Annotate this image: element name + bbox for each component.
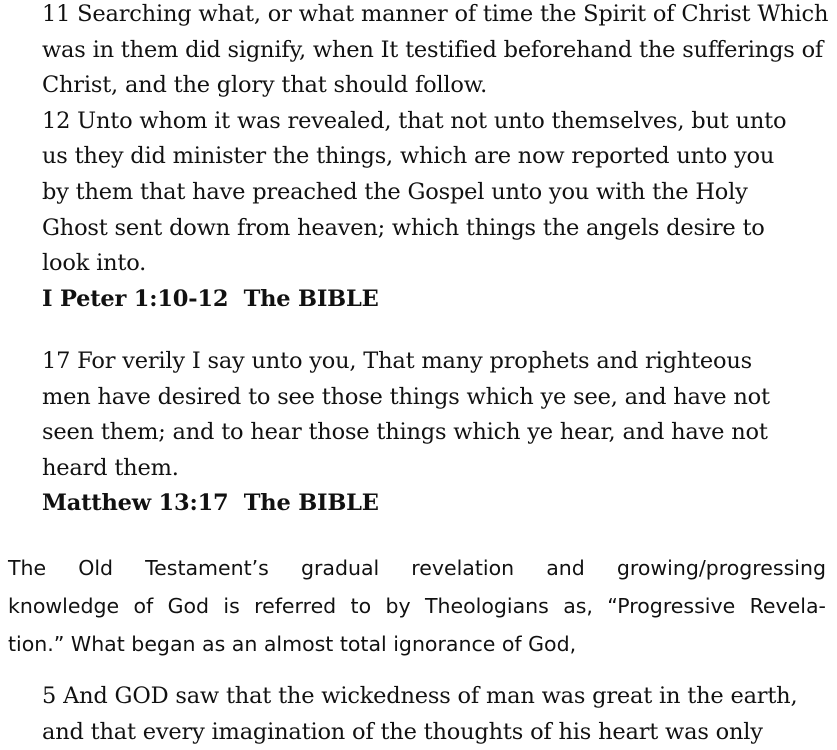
verse-line: by them that have preached the Gospel unto you with the Holy: [42, 178, 748, 205]
word: Theologians: [424, 594, 549, 618]
peter-citation: I Peter 1:10-12 The BIBLE: [42, 285, 379, 312]
verse-line: Ghost sent down from heaven; which things the angels desire to: [42, 214, 765, 241]
word: is: [223, 594, 240, 618]
word: growing/progressing: [616, 556, 826, 580]
word: Revela-: [749, 594, 826, 618]
matthew-passage: [42, 344, 812, 522]
verse-line: look into.: [42, 250, 147, 277]
commentary-line-3: tion.” What began as an almost total ignorance of God,: [8, 632, 577, 656]
commentary-line-1: [8, 549, 826, 587]
verse-line: us they did minister the things, which are now reported unto you: [42, 143, 775, 170]
word: by: [385, 594, 411, 618]
verse-line: heard them.: [42, 454, 179, 481]
word: Old: [78, 556, 114, 580]
word: knowledge: [8, 594, 120, 618]
verse-line: 5 And GOD saw that the wickedness of man was great in the earth,: [42, 683, 798, 709]
verse-line: seen them; and to hear those things which ye hear, and have not: [42, 419, 768, 446]
word: to: [350, 594, 372, 618]
verse-line: was in them did signify, when It testified beforehand the sufferings of: [42, 36, 824, 63]
verse-line: men have desired to see those things which ye see, and have not: [42, 383, 770, 410]
word: God: [167, 594, 210, 618]
word: of: [133, 594, 154, 618]
verse-line: 12 Unto whom it was revealed, that not unto themselves, but unto: [42, 107, 787, 134]
commentary-line-2: [8, 587, 826, 625]
peter-passage: [42, 0, 829, 317]
verse-line: 17 For verily I say unto you, That many prophets and righteous: [42, 348, 753, 374]
genesis-passage: [42, 679, 812, 750]
word: as,: [563, 594, 593, 618]
word: revelation: [411, 556, 515, 580]
word: “Progressive: [607, 594, 736, 618]
commentary-paragraph: [8, 549, 826, 663]
verse-line: Christ, and the glory that should follow.: [42, 72, 488, 99]
word: and: [546, 556, 585, 580]
word: referred: [254, 594, 337, 618]
matthew-citation: Matthew 13:17 The BIBLE: [42, 490, 379, 517]
word: Testament’s: [145, 556, 269, 580]
word: The: [8, 556, 47, 580]
verse-line: 11 Searching what, or what manner of time the Spirit of Christ Which: [42, 1, 829, 27]
word: gradual: [300, 556, 380, 580]
verse-line: and that every imagination of the thoughts of his heart was only: [42, 718, 763, 745]
